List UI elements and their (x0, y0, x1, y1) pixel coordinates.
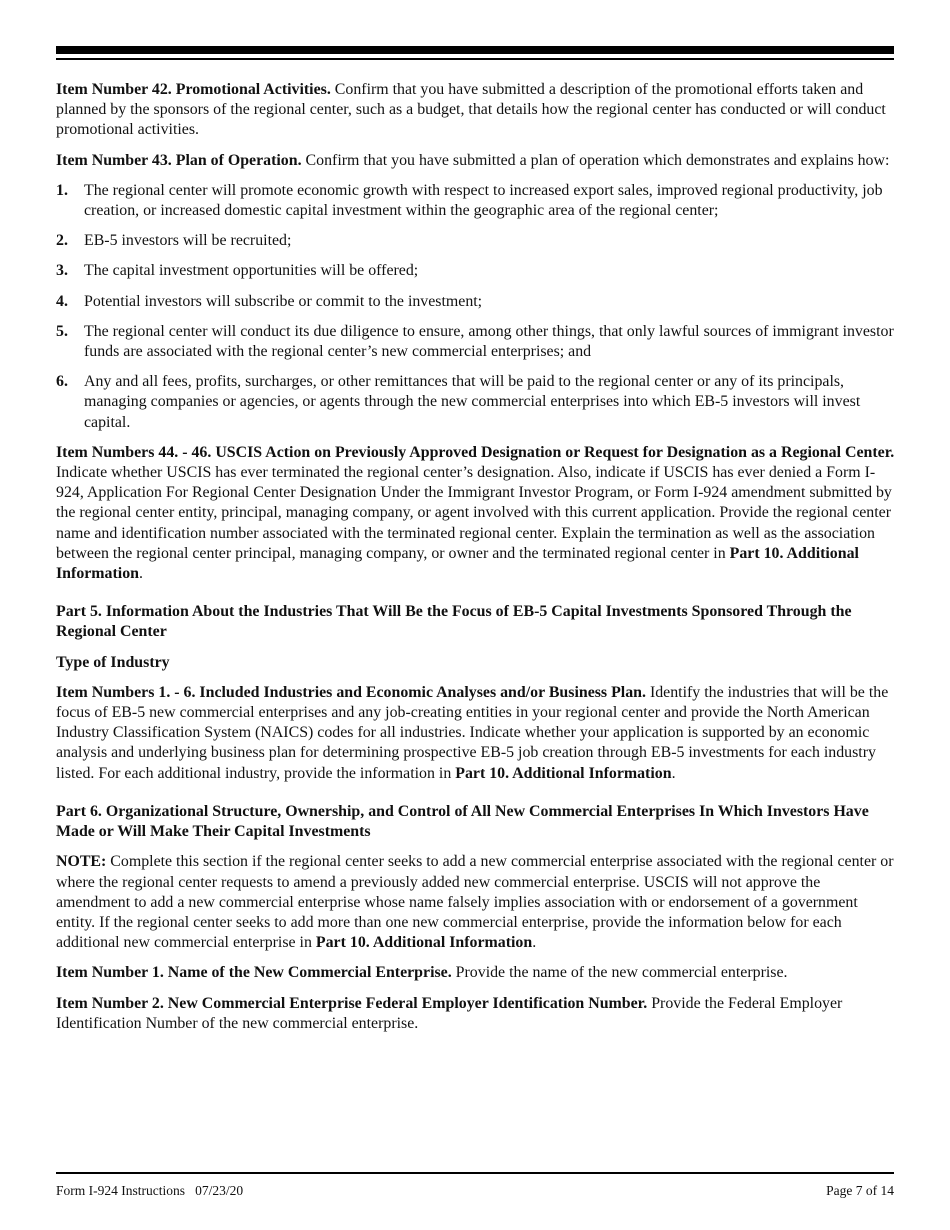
list-item-number: 5. (56, 322, 68, 340)
part-5-item-paragraph (56, 683, 898, 784)
list-item (56, 231, 898, 251)
item-42-text: Confirm that you have submitted a description of the promotional efforts taken and planned by the sponsors of the regional center, such as a budget, that details how the regional center has conducted or will conduct promotional activities. (56, 81, 886, 139)
list-item-number: 3. (56, 262, 68, 280)
part-5-subheading: Type of Industry (56, 653, 170, 671)
part-5-heading: Part 5. Information About the Industries That Will Be the Focus of EB-5 Capital Investments Sponsored Through the Regional Center (56, 603, 852, 641)
item-42-label: Item Number 42. Promotional Activities. (56, 81, 331, 98)
item-42-paragraph (56, 80, 898, 141)
part-6-note-label: NOTE: (56, 853, 107, 871)
part-6-heading: Part 6. Organizational Structure, Ownership, and Control of All New Commercial Enterprises In Which Investors Have Made or Will Make Their Capital Investments (56, 802, 869, 841)
item-44-46-paragraph (56, 443, 898, 584)
list-item-number: 1. (56, 181, 68, 199)
list-item (56, 261, 898, 281)
list-item-text: The capital investment opportunities will be offered; (84, 262, 419, 280)
page-footer (56, 1183, 894, 1199)
list-item-text: The regional center will conduct its due diligence to ensure, among other things, that only lawful sources of immigrant investor funds are associated with the regional center’s new commercial enterprises; and (84, 322, 894, 361)
part-6-note-ref: Part 10. Additional Information (315, 934, 533, 952)
item-44-46-end: . (138, 565, 143, 583)
list-item (56, 372, 898, 433)
list-item-number: 6. (56, 373, 68, 391)
footer-form-id: Form I-924 Instructions 07/23/20 (56, 1183, 244, 1198)
header-rule-thin (56, 58, 894, 60)
part-6-item-2-paragraph (56, 994, 898, 1034)
list-item (56, 322, 898, 362)
item-43-paragraph (56, 151, 898, 171)
part-6-item-2-label: Item Number 2. New Commercial Enterprise Federal Employer Identification Number. (56, 994, 648, 1012)
part-6-item-2-text: Provide the Federal Employer Identification Number of the new commercial enterprise. (56, 994, 843, 1032)
list-item-text: EB-5 investors will be recruited; (84, 232, 292, 250)
list-item (56, 181, 898, 221)
list-item-text: Any and all fees, profits, surcharges, or other remittances that will be paid to the regional center or any of its principals, managing companies or agencies, or agents through the new commercial enterprises into which EB-5 investors will invest capital. (84, 373, 861, 431)
item-44-46-label: Item Numbers 44. - 46. USCIS Action on Previously Approved Designation or Request for Designation as a Regional Center. (56, 443, 895, 461)
part-6-note-text: Complete this section if the regional center seeks to add a new commercial enterprise associated with the regional center or where the regional center requests to amend a previously added new commercial enterprise. USCIS will not approve the amendment to add a new commercial enterprise whose name falsely implies association with or endorsement of a government entity. If the regional center seeks to add more than one new commercial enterprise, provide the information below for each additional new commercial enterprise in (56, 853, 894, 952)
part-6-item-1-paragraph (56, 963, 898, 983)
list-item-text: Potential investors will subscribe or commit to the investment; (84, 292, 483, 310)
part-6-item-1-label: Item Number 1. Name of the New Commercial Enterprise. (56, 964, 452, 982)
list-item (56, 292, 898, 312)
part-6-note-end: . (532, 934, 537, 952)
part-6-note-paragraph (56, 852, 898, 953)
part-5-item-end: . (671, 764, 676, 782)
footer-rule (56, 1172, 894, 1174)
list-item-text: The regional center will promote economic growth with respect to increased export sales, improved regional productivity, job creation, or increased domestic capital investment within the geographic area of the regional center; (84, 181, 883, 220)
list-item-number: 4. (56, 292, 68, 310)
part-5-item-ref: Part 10. Additional Information (455, 764, 672, 782)
item-44-46-ref: Part 10. Additional Information (56, 544, 859, 583)
item-43-label: Item Number 43. Plan of Operation. (56, 151, 302, 169)
part-5-item-text: Identify the industries that will be the focus of EB-5 new commercial enterprises and any job-creating entities in your regional center and provide the North American Industry Classification System (NAICS) codes for all industries. Indicate whether your application is supported by an economic analysis and underlying business plan for determining prospective EB-5 job creation through EB-5 investments for each industry listed. For each additional industry, provide the information in (56, 683, 889, 782)
part-5-item-label: Item Numbers 1. - 6. Included Industries and Economic Analyses and/or Business Plan. (56, 683, 646, 701)
header-rule-thick (56, 46, 894, 54)
part-6-item-1-text: Provide the name of the new commercial enterprise. (451, 964, 788, 982)
page-content (56, 80, 898, 1044)
item-43-text: Confirm that you have submitted a plan of operation which demonstrates and explains how: (301, 151, 890, 169)
list-item-number: 2. (56, 232, 68, 250)
item-44-46-text: Indicate whether USCIS has ever terminated the regional center’s designation. Also, indicate if USCIS has ever denied a Form I-924, Application For Regional Center Designation Under the Immigrant Investor Program, or Form I-924 amendment submitted by the regional center entity, principal, managing company, or agent involved with this current application. Provide the regional center name and identification number associated with the terminated regional center. Explain the termination as well as the association between the regional center principal, managing company, or owner and the terminated regional center in (56, 464, 892, 562)
footer-page-number: Page 7 of 14 (826, 1183, 894, 1198)
